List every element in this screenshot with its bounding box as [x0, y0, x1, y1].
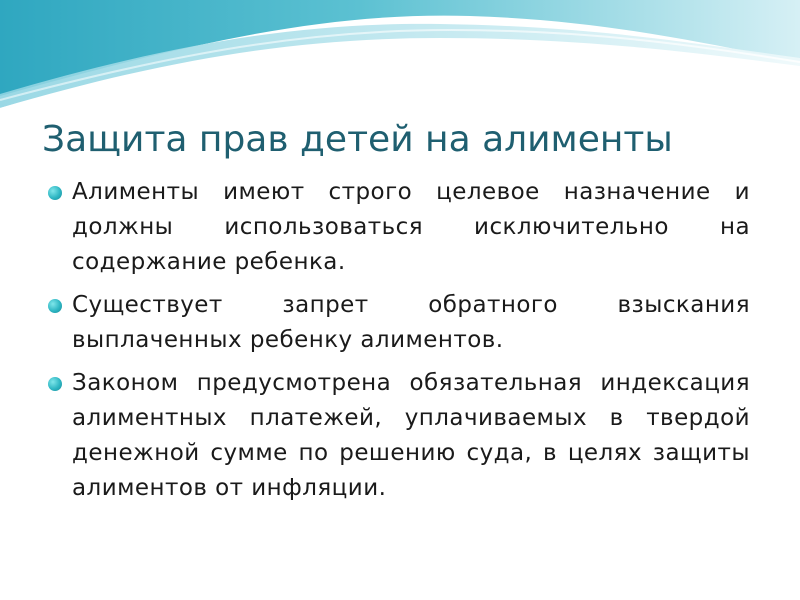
slide-title: Защита прав детей на алименты: [42, 119, 673, 160]
bullet-item-indexation: [48, 366, 750, 506]
bullet-text: Законом предусмотрена обязательная индексация алиментных платежей, уплачиваемых в твердой денежной сумме по решению суда, в целях защиты алиментов от инфляции.: [72, 370, 750, 501]
bullet-item-reverse-recovery-ban: [48, 288, 750, 358]
bullet-item-alimony-purpose: [48, 175, 750, 280]
bullet-text: Существует запрет обратного взыскания выплаченных ребенку алиментов.: [72, 292, 750, 353]
bullet-list: [48, 175, 750, 514]
bullet-text: Алименты имеют строго целевое назначение и должны использоваться исключительно на содержание ребенка.: [72, 179, 750, 275]
bullet-icon: [48, 299, 62, 313]
bullet-icon: [48, 377, 62, 391]
decorative-wave-header: [0, 0, 800, 120]
bullet-icon: [48, 186, 62, 200]
